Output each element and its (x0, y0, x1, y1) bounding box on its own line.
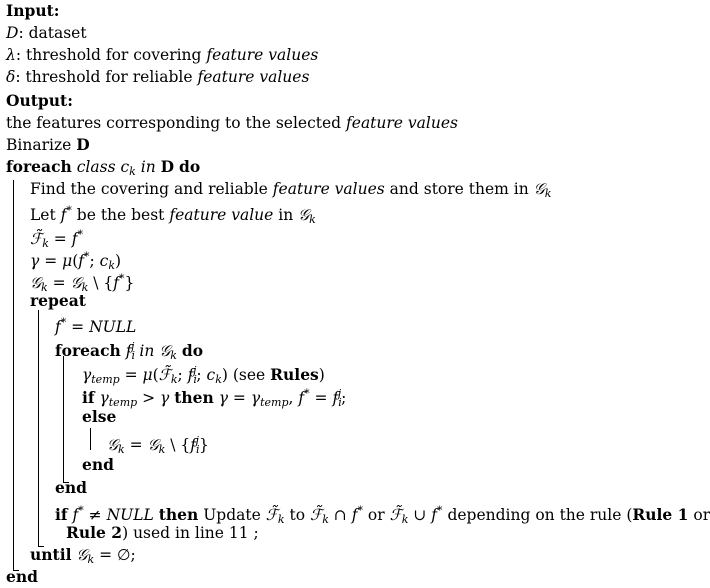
assign-gamma-line: γ = μ(f*; $c_k$) (30, 250, 122, 272)
if-gamma-line: if $\gamma_{temp} > \gamma$ then $\gamma = \gamma_{temp}$, $f^* = f_i^j$; (82, 387, 347, 409)
end-foreach-inner: end (55, 478, 87, 497)
binarize-line: Binarize D (6, 135, 90, 154)
until-line: until 𝒢$_k$ = ∅; (30, 545, 136, 566)
output-text: the features corresponding to the selected feature values (6, 114, 458, 132)
gamma-temp-line: $\gamma_{temp}$ = $\mu(ℱ̃_k$; $f_i^j$; $c_k$) (see Rules) (82, 364, 325, 386)
foreach-fij-line: foreach $f_i^j$ in 𝒢$_k$ do (55, 340, 204, 362)
null-assign-line: f* = NULL (55, 316, 137, 336)
else-keyword: else (82, 407, 117, 426)
inner-foreach-bar (63, 356, 64, 482)
update-continuation-line: Rule 2) used in line 11 ; (66, 523, 259, 542)
repeat-keyword: repeat (30, 291, 86, 310)
end-if: end (82, 455, 114, 474)
input-lambda: λ: threshold for covering feature values (6, 46, 319, 64)
end-foreach-outer: end (6, 567, 38, 586)
remove-f-line: 𝒢$_k$ = 𝒢$_k$ \ {f*} (30, 272, 135, 294)
let-line: Let f* be the best feature value in 𝒢$_k$ (30, 204, 316, 226)
input-dataset: D: dataset (6, 24, 87, 42)
input-label: Input: (6, 1, 60, 20)
foreach-class-line: foreach class $c_k$ in D do (6, 157, 201, 178)
output-label: Output: (6, 91, 73, 110)
find-line: Find the covering and reliable feature values and store them in 𝒢$_k$ (30, 180, 552, 200)
repeat-block-bar (38, 310, 39, 546)
assign-F-line: $ℱ̃_k = f^*$ (30, 228, 83, 250)
foreach-block-bar (13, 180, 14, 570)
if-update-line: if f* ≠ NULL then Update $ℱ̃_k$ to $ℱ̃_k$ ∩ f* or $ℱ̃_k$ ∪ f* depending on the rule (Rule 1 or (55, 504, 710, 526)
input-delta: δ: threshold for reliable feature values (6, 68, 310, 86)
remove-fij-line: 𝒢$_k$ = 𝒢$_k$ \ $\{f_i^j\}$ (107, 434, 209, 456)
else-block-bar (90, 428, 91, 450)
